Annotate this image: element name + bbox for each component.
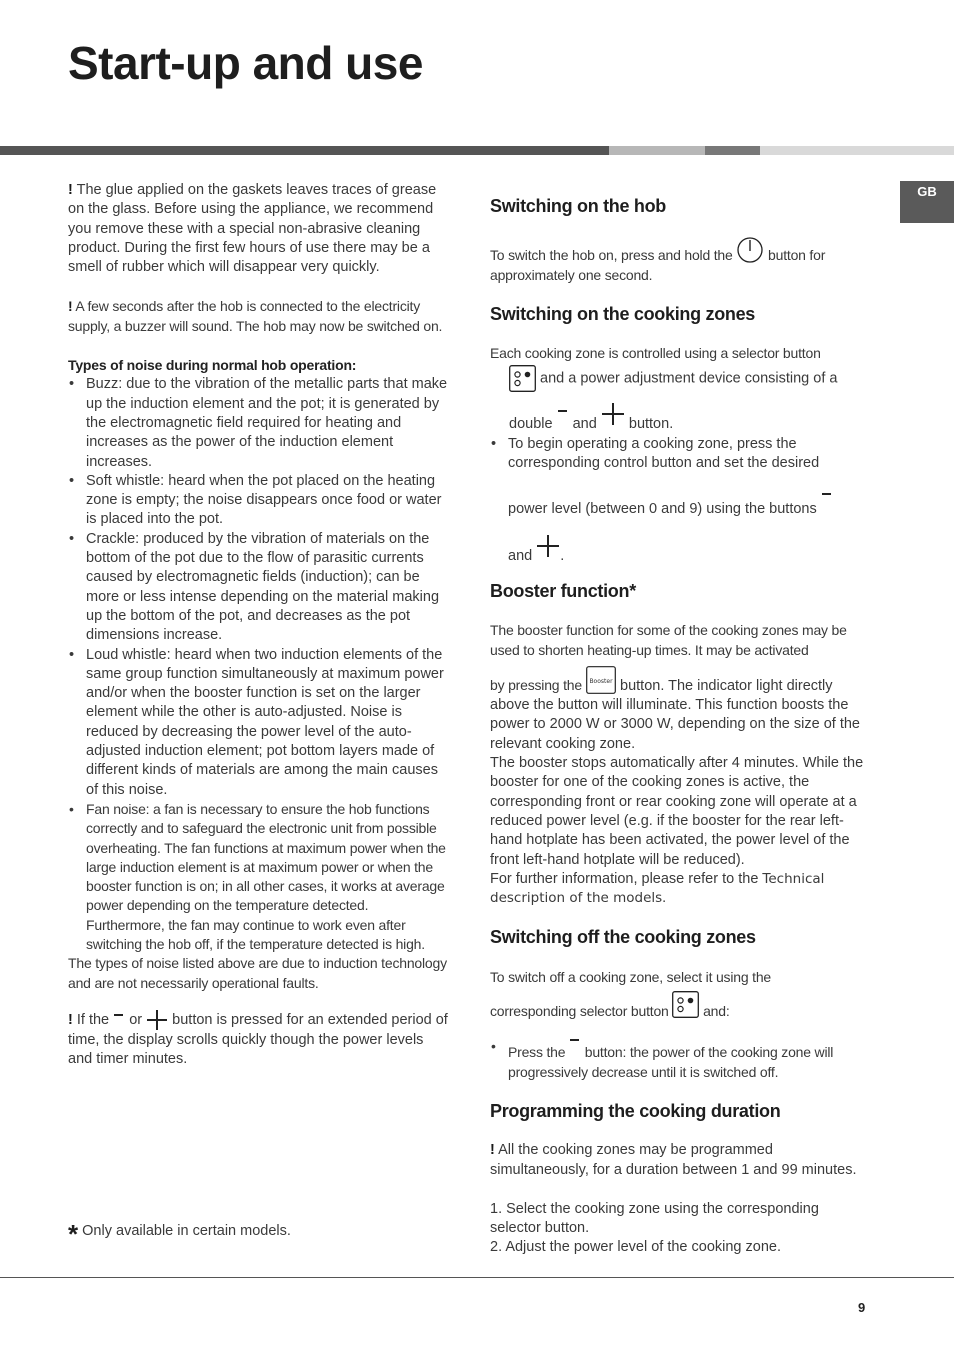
body-text: To switch the hob on, press and hold the <box>490 247 733 264</box>
switch-off-text-1: To switch off a cooking zone, select it using the <box>490 968 771 985</box>
buzzer-note-text: A few seconds after the hob is connected to the electricity supply, a buzzer will sound. The hob may now be switched on. <box>68 298 443 334</box>
warning-mark: ! <box>68 298 73 315</box>
section-heading-programming: Programming the cooking duration <box>490 1100 781 1121</box>
cooking-zone-list <box>490 435 870 566</box>
body-text: Press the <box>508 1044 566 1061</box>
section-heading-switching-off: Switching off the cooking zones <box>490 927 756 948</box>
switch-off-text-2 <box>490 991 870 1021</box>
body-text: and <box>572 416 597 433</box>
plus-icon <box>536 534 560 558</box>
plus-icon <box>146 1009 168 1031</box>
header-bar-mid <box>609 146 705 155</box>
booster-text-4 <box>490 870 870 909</box>
list-item <box>490 1037 870 1082</box>
header-bar-light <box>760 146 954 155</box>
minus-icon <box>113 1012 125 1028</box>
booster-button-icon <box>586 666 616 694</box>
section-heading-switching-on-hob: Switching on the hob <box>490 196 666 216</box>
minus-icon <box>557 408 569 424</box>
body-text: button: the power of the cooking zone will progressively decrease until it is switched off. <box>508 1044 834 1080</box>
body-text: button. The indicator light directly above the button will illuminate. This function boosts the power to 2000 W or 3000 W, depending on the size of the relevant cooking zone. <box>490 677 860 752</box>
warning-mark: ! <box>490 1142 495 1159</box>
body-text: All the cooking zones may be programmed simultaneously, for a duration between 1 and 99 minutes. <box>490 1142 857 1178</box>
noise-footer: The types of noise listed above are due to induction technology and are not necessarily operational faults. <box>68 955 447 991</box>
buzzer-note <box>68 297 450 336</box>
asterisk: * <box>68 1219 79 1249</box>
booster-button-label: Booster <box>589 677 613 685</box>
programming-step-2: 2. Adjust the power level of the cooking zone. <box>490 1239 781 1256</box>
programming-note <box>490 1141 870 1180</box>
body-text: corresponding selector button <box>490 1003 669 1020</box>
page-number: 9 <box>858 1300 866 1315</box>
section-heading-booster: Booster function* <box>490 580 636 601</box>
power-button-icon <box>736 236 764 264</box>
warning-mark: ! <box>68 182 73 198</box>
body-text: power level (between 0 and 9) using the buttons <box>508 501 817 518</box>
selector-button-icon <box>672 991 699 1018</box>
warning-mark: ! <box>68 1011 73 1028</box>
body-text: double <box>509 416 553 433</box>
list-item: • Loud whistle: heard when two induction elements of the same group function simultaneously at maximum power and/or when the booster function is set on the larger element while the other is auto-adjusted. Noise is reduced by decreasing the power level of the auto-adjusted induction element; pot bottom layers made of different kinds of materials are among the main causes of this noise. <box>68 646 450 800</box>
body-text: For further information, please refer to the <box>490 870 759 887</box>
body-text: and <box>508 547 533 564</box>
minus-icon <box>821 491 833 507</box>
glue-note-text: The glue applied on the gaskets leaves traces of grease on the glass. Before using the appliance, we recommend you remove these with a special non-abrasive cleaning product. During the first few hours of use there may be a smell of rubber which will disappear very quickly. <box>68 182 437 276</box>
list-item <box>490 435 870 566</box>
left-column <box>68 181 450 1069</box>
header-bar-dark <box>0 146 609 155</box>
list-item: • Fan noise: a fan is necessary to ensure the hob functions correctly and to safeguard the electronic unit from possible overheating. The fan functions at maximum power when the large induction element is at maximum power or when the booster function is on; in all other cases, it works at average power depending on the temperature detected. Furthermore, the fan may continue to work even after switching the hob off, if the temperature detected is high. <box>68 800 450 954</box>
note-text: If the <box>76 1011 110 1028</box>
note-text: button is pressed for an extended period of time, the display scrolls quickly though the power levels and timer minutes. <box>68 1011 448 1068</box>
glue-note <box>68 181 450 277</box>
footnote <box>68 1219 291 1250</box>
right-column <box>490 197 870 1258</box>
noise-heading: Types of noise during normal hob operation: <box>68 357 357 374</box>
switch-on-text <box>490 236 870 285</box>
booster-text-1: The booster function for some of the cooking zones may be used to shorten heating-up times. It may be activated <box>490 622 847 658</box>
body-text: and a power adjustment device consisting of a <box>540 370 838 387</box>
switch-off-list <box>490 1037 870 1082</box>
footer-divider <box>0 1277 954 1278</box>
technical-description-reference: Technical description of the models <box>490 870 825 907</box>
minus-icon <box>569 1037 581 1053</box>
list-item: • Crackle: produced by the vibration of materials on the bottom of the pot due to the flow of parasitic currents caused by electromagnetic fields (induction); can be more or less intense depending on the material making up the bottom of the pot, and decreases as the pot dimensions increase. <box>68 530 450 646</box>
list-item: • Buzz: due to the vibration of the metallic parts that make up the induction element and the pot; it is generated by the electromagnetic field required for heating and increases as the power of the induction element increases. <box>68 375 450 471</box>
hold-button-note <box>68 1009 450 1070</box>
body-text: button. <box>628 416 674 433</box>
page-title: Start-up and use <box>68 37 423 89</box>
programming-step-1: 1. Select the cooking zone using the corresponding selector button. <box>490 1200 819 1237</box>
body-text: and: <box>703 1003 730 1020</box>
plus-icon <box>601 402 625 426</box>
footnote-text: Only available in certain models. <box>82 1223 291 1239</box>
body-text: To begin operating a cooking zone, press the corresponding control button and set the desired <box>508 435 820 472</box>
language-tab: GB <box>900 181 954 223</box>
selector-text: Each cooking zone is controlled using a selector button <box>490 345 821 362</box>
note-text: or <box>129 1011 143 1028</box>
noise-list <box>68 375 450 954</box>
header-bar-dark2 <box>705 146 760 155</box>
section-heading-cooking-zones: Switching on the cooking zones <box>490 303 756 324</box>
booster-text-3: The booster stops automatically after 4 minutes. While the booster for one of the cooking zones is active, the corresponding front or rear cooking zone will operate at a reduced power level (e.g. if the booster for the rear left-hand hotplate has been activated, the power level of the front left-hand hotplate will be reduced). <box>490 755 864 868</box>
body-text: . <box>560 547 565 564</box>
selector-button-icon <box>509 365 536 392</box>
body-text: . <box>662 890 667 907</box>
list-item: • Soft whistle: heard when the pot placed on the heating zone is empty; the noise disappears once food or water is placed into the pot. <box>68 472 450 530</box>
selector-text-2 <box>490 365 870 392</box>
body-text: by pressing the <box>490 676 582 693</box>
selector-text-3 <box>490 402 870 434</box>
body-text: button for approximately one second. <box>490 247 826 283</box>
booster-text-2 <box>490 666 870 754</box>
